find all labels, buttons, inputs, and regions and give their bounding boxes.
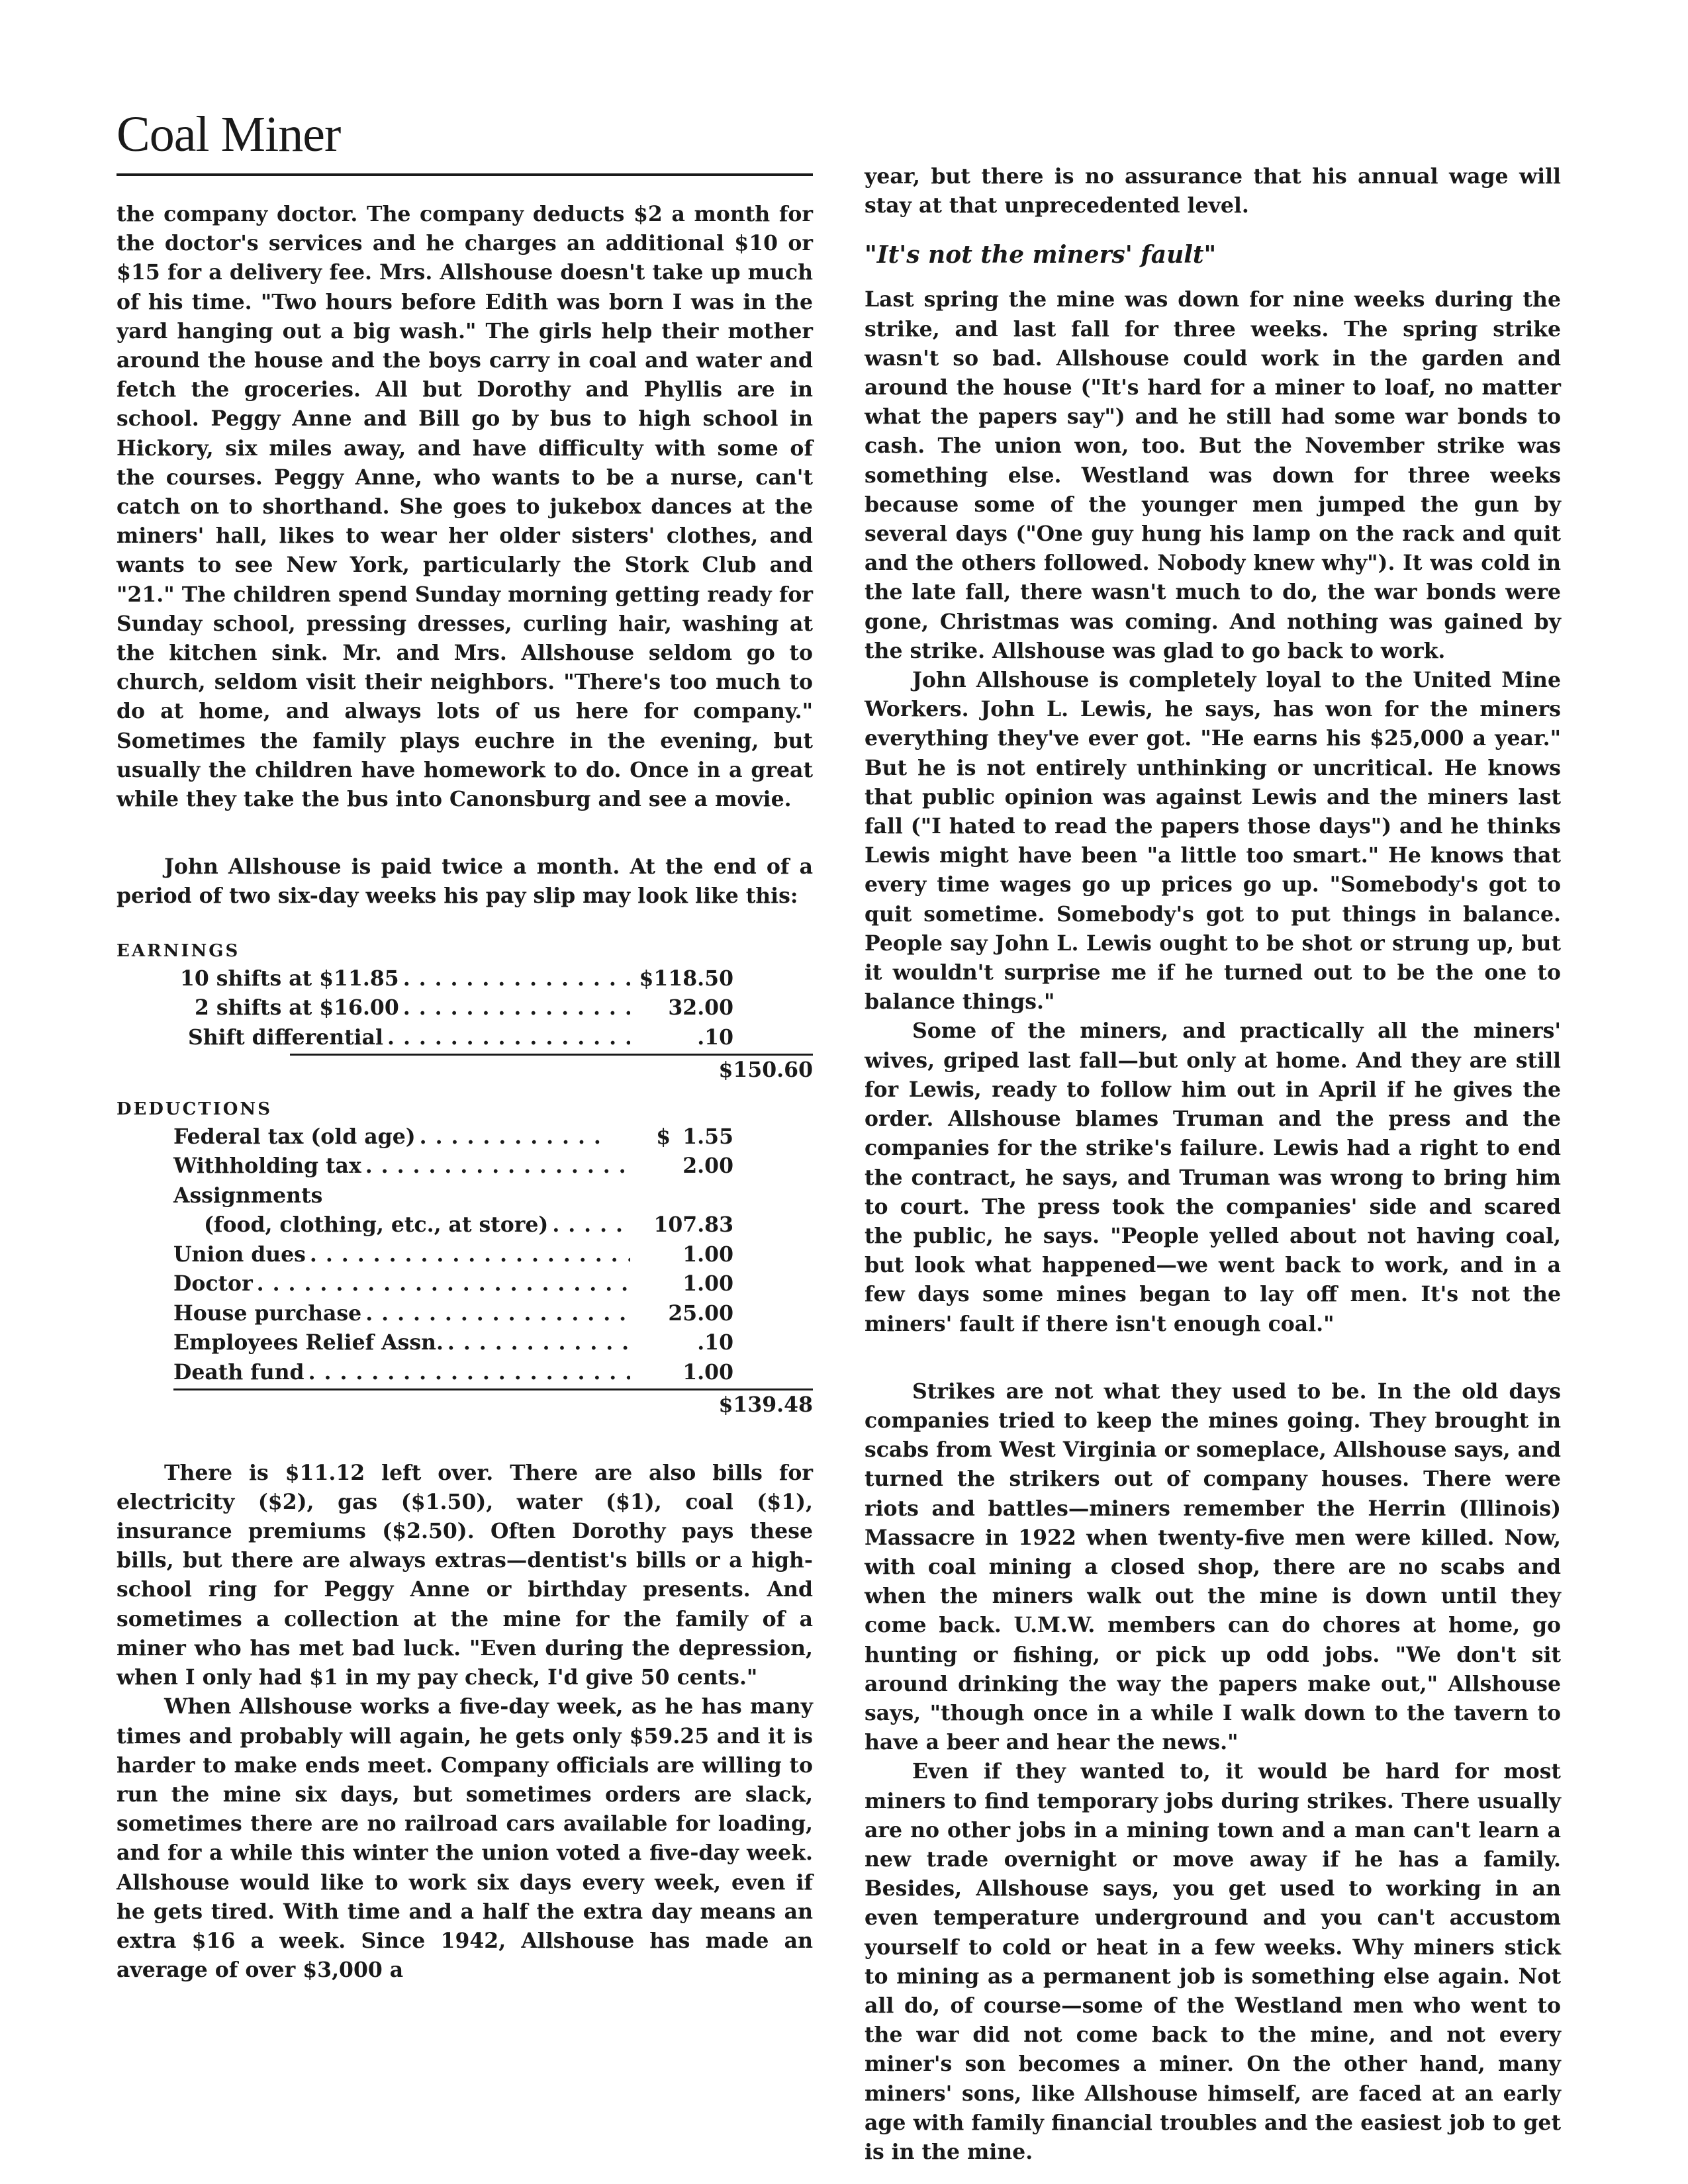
earnings-amount: 32.00 [668, 995, 733, 1021]
earnings-amount: $118.50 [639, 966, 733, 991]
earnings-row [180, 964, 733, 994]
deduction-amount: 1.55 [682, 1124, 733, 1149]
deduction-amount: .10 [697, 1330, 733, 1355]
deductions-total: $139.48 [718, 1392, 813, 1418]
right-column [865, 162, 1561, 2167]
deduction-label: Assignments [173, 1183, 323, 1208]
right-paragraph-1: year, but there is no assurance that his annual wage will stay at that unprecedented level. [865, 164, 1561, 218]
deduction-amount: 2.00 [682, 1154, 733, 1179]
deduction-label: Federal tax (old age) [173, 1124, 416, 1149]
earnings-heading: EARNINGS [117, 940, 240, 961]
deductions-list [173, 1122, 733, 1388]
deduction-row [173, 1152, 733, 1181]
deduction-row [173, 1210, 733, 1240]
pay-slip [117, 938, 813, 1420]
earnings-row [180, 993, 733, 1023]
deduction-amount: 1.00 [682, 1271, 733, 1297]
deduction-row [173, 1358, 733, 1388]
deduction-label: Doctor [173, 1271, 253, 1297]
right-paragraph-2: Last spring the mine was down for nine weeks during the strike, and last fall for three weeks. The spring strike wasn't so bad. Allshouse could work in the garden and around the house ("It's hard for a miner to loaf, no matter what the papers say") and he still had some war bonds to cash. The union won, too. But the November strike was something else. Westland was down for three weeks because some of the younger men jumped the gun by several days ("One guy hung his lamp on the rack and quit and the others followed. Nobody knew why"). It was cold in the late fall, there wasn't much to do, the war bonds were gone, Christmas was coming. And nothing was gained by the strike. Allshouse was glad to go back to work. [865, 287, 1561, 663]
deduction-dollar-sign: $ [656, 1124, 671, 1149]
left-paragraph-1: the company doctor. The company deducts $2 a month for the doctor's services and he charges an additional $10 or $15 for a delivery fee. Mrs. Allshouse doesn't take up much of his time. "Two hours before Edith was born I was in the yard hanging out a big wash." The girls help their mother around the house and the boys carry in coal and water and fetch the groceries. All but Dorothy and Phyllis are in school. Peggy Anne and Bill go by bus to high school in Hickory, six miles away, and have difficulty with some of the courses. Peggy Anne, who wants to be a nurse, can't catch on to shorthand. She goes to jukebox dances at the miners' hall, likes to wear her older sisters' clothes, and wants to see New York, particularly the Stork Club and "21." The children spend Sunday morning getting ready for Sunday school, pressing dresses, curling hair, washing at the kitchen sink. Mr. and Mrs. Allshouse seldom go to church, seldom visit their neighbors. "There's too much to do at home, and always lots of us here for company." Sometimes the family plays euchre in the evening, but usually the children have homework to do. Once in a great while they take the bus into Canonsburg and see a movie. [117, 202, 813, 812]
earnings-list [180, 964, 733, 1053]
deduction-label: Employees Relief Assn. [173, 1330, 444, 1355]
deduction-row [173, 1240, 733, 1270]
earnings-label: 2 shifts at $16.00 [195, 995, 399, 1021]
deduction-label: House purchase [173, 1300, 362, 1326]
deduction-row [173, 1269, 733, 1299]
deduction-row [173, 1328, 733, 1358]
left-paragraph-2: John Allshouse is paid twice a month. At the end of a period of two six-day weeks his pay slip may look like this: [117, 854, 813, 909]
deduction-row [173, 1122, 733, 1152]
earnings-row [180, 1023, 733, 1053]
deduction-label: Union dues [173, 1242, 306, 1267]
deduction-amount: 1.00 [682, 1242, 733, 1267]
earnings-label: 10 shifts at $11.85 [180, 966, 399, 991]
deduction-amount: 1.00 [682, 1359, 733, 1385]
left-paragraph-4: When Allshouse works a five-day week, as he has many times and probably will again, he gets only $59.25 and it is harder to make ends meet. Company officials are willing to run the mine six days, but sometimes orders are slack, sometimes there are no railroad cars available for loading, and for a while this winter the union voted a five-day week. Allshouse would like to work six days every week, even if he gets tired. With time and a half the extra day means an extra $16 a week. Since 1942, Allshouse has made an average of over $3,000 a [117, 1694, 813, 1983]
right-paragraph-5: Strikes are not what they used to be. In the old days companies tried to keep the mines going. They brought in scabs from West Virginia or someplace, Allshouse says, and turned the strikers out of company houses. There were riots and battles—miners remember the Herrin (Illinois) Massacre in 1922 when twenty-five men were killed. Now, with coal mining a closed shop, there are no scabs and when the miners walk out the mine is down until they come back. U.M.W. members can do chores at home, go hunting or fishing, or pick up odd jobs. "We don't sit around drinking the way the papers make out," Allshouse says, "though once in a while I walk down to the tavern to have a beer and hear the news." [865, 1379, 1561, 1755]
earnings-total: $150.60 [718, 1058, 813, 1083]
earnings-label: Shift differential [188, 1024, 384, 1050]
left-column [117, 200, 813, 1985]
right-paragraph-3: John Allshouse is completely loyal to the United Mine Workers. John L. Lewis, he says, has won for the miners everything they've ever got. "He earns his $25,000 a year." But he is not entirely unthinking or uncritical. He knows that public opinion was against Lewis and the miners last fall ("I hated to read the papers those days") and he thinks Lewis might have been "a little too smart." He knows that every time wages go up prices go up. "Somebody's got to quit sometime. Somebody's got to put things in balance. People say John L. Lewis ought to be shot or strung up, but it wouldn't surprise me if he turned out to be the one to balance things." [865, 668, 1561, 1015]
deduction-amount: 107.83 [653, 1212, 733, 1238]
right-paragraph-4: Some of the miners, and practically all the miners' wives, griped last fall—but only at home. And they are still for Lewis, ready to follow him out in April if he gives the order. Allshouse blames Truman and the press and the companies for the strike's failure. Lewis had a right to end the contract, he says, and Truman was wrong to bring him to court. The press took the companies' side and scared the public, he says. "People yelled about not having coal, but look what happened—we went back to work, and in a few days some mines began to lay off men. It's not the miners' fault if there isn't enough coal." [865, 1019, 1561, 1336]
deduction-row [173, 1181, 733, 1211]
deduction-label: (food, clothing, etc., at store) [204, 1212, 549, 1238]
deduction-row [173, 1299, 733, 1329]
deduction-label: Death fund [173, 1359, 305, 1385]
right-paragraph-6: Even if they wanted to, it would be hard for most miners to find temporary jobs during strikes. There usually are no other jobs in a mining town and a man can't learn a new trade overnight or move away if he has a family. Besides, Allshouse says, you get used to working in an even temperature underground and you can't accustom yourself to cold or heat in a few weeks. Why miners stick to mining as a permanent job is something else again. Not all do, of course—some of the Westland men who went to the war did not come back to the mine, and not every miner's son becomes a miner. On the other hand, many miners' sons, like Allshouse himself, are faced at an early age with family financial troubles and the easiest job to get is in the mine. [865, 1759, 1561, 2164]
page-title: Coal Miner [117, 107, 341, 162]
section-subheading: "It's not the miners' fault" [865, 241, 1217, 269]
deduction-label: Withholding tax [173, 1154, 361, 1179]
deduction-amount: 25.00 [668, 1300, 733, 1326]
left-paragraph-3: There is $11.12 left over. There are also bills for electricity ($2), gas ($1.50), water ($1), coal ($1), insurance premiums ($2.50). Often Dorothy pays these bills, but there are always extras—dentist's bills or a high-school ring for Peggy Anne or birthday presents. And sometimes a collection at the mine for the family of a miner who has met bad luck. "Even during the depression, when I only had $1 in my pay check, I'd give 50 cents." [117, 1460, 813, 1690]
title-rule [117, 173, 813, 176]
earnings-amount: .10 [697, 1024, 733, 1050]
deductions-heading: DEDUCTIONS [117, 1099, 272, 1119]
